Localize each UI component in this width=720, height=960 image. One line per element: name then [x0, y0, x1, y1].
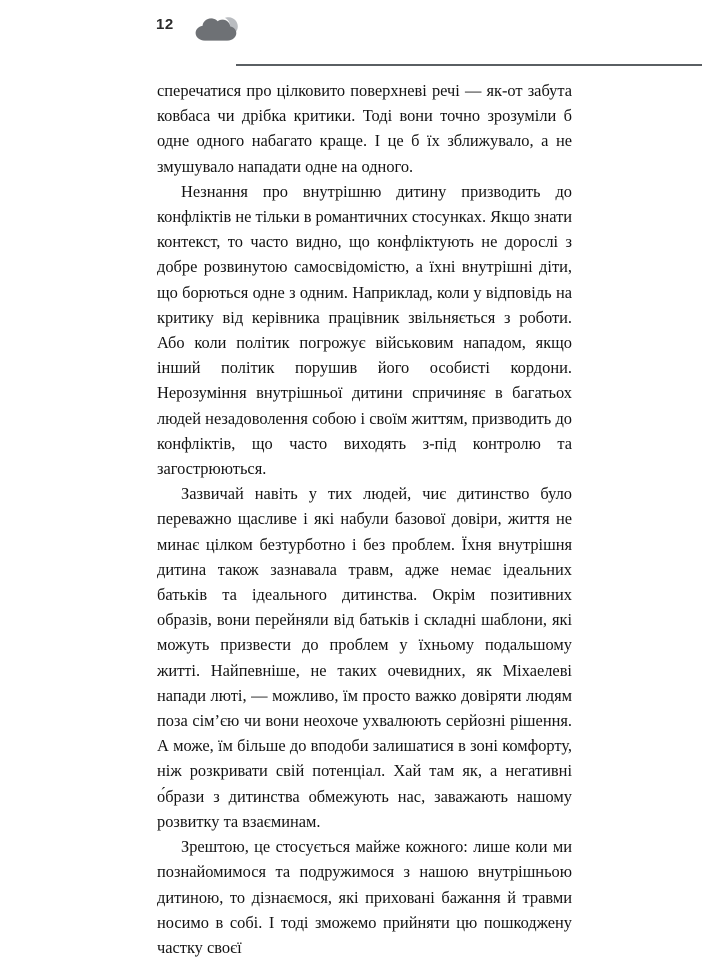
paragraph-3: Зазвичай навіть у тих людей, чиє дитинство було переважно щасливе і які набули базової довіри, життя не минає цілком безтурботно і без проблем. Їхня внутрішня дитина також зазнавала травм, адже немає ідеальних батьків та ідеального дитинства. Окрім позитивних образів, вони перейняли від батьків і складні шаблони, які можуть призвести до проблем у їхньому подальшому житті. Найпевніше, не таких очевидних, як Міхаелеві напади люті, — можливо, їм просто важко довіряти людям поза сім’єю чи вони неохоче ухвалюють серйозні рішення. А може, їм більше до вподоби залишатися в зоні комфорту, ніж розкривати свій потенціал. Хай там як, а негативні о́брази з дитинства обмежують нас, заважають нашому розвитку та взаєминам.	[157, 484, 572, 831]
page-number: 12	[156, 16, 174, 33]
running-head	[118, 14, 584, 48]
running-head-rule	[236, 64, 702, 66]
body-text	[157, 78, 572, 960]
cloud-moon-ornament	[192, 14, 244, 46]
paragraph-4: Зрештою, це стосується майже кожного: лише коли ми познайомимося та подружимося з нашою внутрішньою дитиною, то дізнаємося, які приховані бажання й травми носимо в собі. І тоді зможемо прийняти цю пошкоджену частку своєї	[157, 837, 572, 957]
paragraph-2: Незнання про внутрішню дитину призводить до конфліктів не тільки в романтичних стосунках. Якщо знати контекст, то часто видно, що конфліктують не дорослі з добре розвинутою самосвідомістю, а їхні внутрішні діти, що борються одне з одним. Наприклад, коли у відповідь на критику від керівника працівник звільняється з роботи. Або коли політик погрожує військовим нападом, якщо інший політик порушив його особисті кордони. Нерозуміння внутрішньої дитини спричиняє в багатьох людей незадоволення собою і своїм життям, призводить до конфліктів, що часто виходять з-під контролю та загострюються.	[157, 181, 572, 479]
paragraph-1: сперечатися про цілковито поверхневі речі — як-от забута ковбаса чи дрібка критики. Тоді вони точно зрозуміли б одне одного набагато краще. І це б їх зближувало, а не змушувало нападати одне на одного.	[157, 81, 572, 176]
